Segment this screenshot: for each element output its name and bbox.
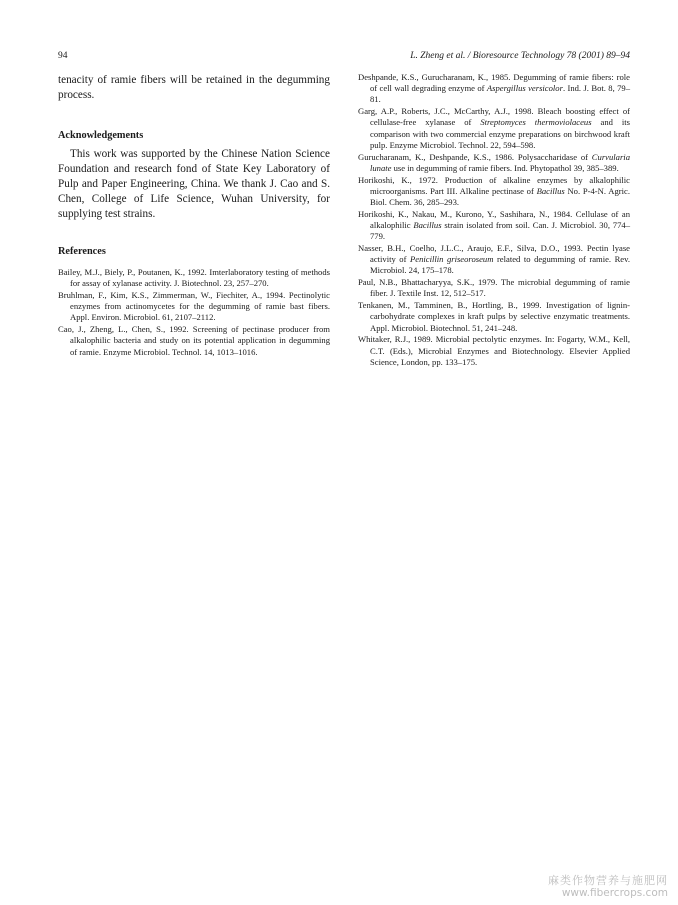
reference-list-left <box>58 267 330 358</box>
page-number: 94 <box>58 51 68 61</box>
reference-list-right <box>358 72 630 368</box>
continuation-paragraph: tenacity of ramie fibers will be retained in the degumming process. <box>58 74 330 101</box>
left-column <box>58 72 330 358</box>
reference-item: Whitaker, R.J., 1989. Microbial pectolytic enzymes. In: Fogarty, W.M., Kell, C.T. (Eds.), Microbial Enzymes and Biotechnology. Elsevier Applied Science, London, pp. 133–175. <box>358 334 630 367</box>
reference-item: Cao, J., Zheng, L., Chen, S., 1992. Screening of pectinase producer from alkalophilic bacteria and study on its potential application in degumming of ramie. Enzyme Microbiol. Technol. 14, 1013–1016. <box>58 324 330 357</box>
right-column <box>358 72 630 369</box>
reference-item: Deshpande, K.S., Gurucharanam, K., 1985. Degumming of ramie fibers: role of cell wall degrading enzyme of Aspergillus versicolor. Ind. J. Bot. 8, 79–81. <box>358 72 631 105</box>
acknowledgements-paragraph: This work was supported by the Chinese Nation Science Foundation and research fond of State Key Laboratory of Pulp and Paper Engineering, China. We thank J. Cao and S. Chen, College of Life Science, Wuhan University, for supplying test strains. <box>58 148 330 220</box>
page-header <box>58 51 630 65</box>
reference-item: Tenkanen, M., Tamminen, B., Hortling, B., 1999. Investigation of lignin-carbohydrate complexes in kraft pulps by selective enzymatic treatments. Appl. Microbiol. Biotechnol. 51, 241–248. <box>358 300 630 333</box>
running-head: L. Zheng et al. / Bioresource Technology 78 (2001) 89–94 <box>410 51 630 61</box>
acknowledgements-heading: Acknowledgements <box>58 130 144 141</box>
reference-item: Horikoshi, K., 1972. Production of alkaline enzymes by alkalophilic microorganisms. Part III. Alkaline pectinase of Bacillus No. P-4-N. Agric. Biol. Chem. 36, 285–293. <box>358 174 630 208</box>
reference-item: Gurucharanam, K., Deshpande, K.S., 1986. Polysaccharidase of Curvularia lunate use in degumming of ramie fibers. Ind. Phytopathol 39, 385–389. <box>358 151 630 173</box>
reference-item: Bruhlman, F., Kim, K.S., Zimmerman, W., Fiechiter, A., 1994. Pectinolytic enzymes from actinomycetes for the degumming of ramie bast fibers. Appl. Environ. Microbiol. 61, 2107–2112. <box>58 290 330 323</box>
reference-item: Nasser, B.H., Coelho, J.L.C., Araujo, E.F., Silva, D.O., 1993. Pectin lyase activity of Penicillin griseoroseum related to degumming of ramie. Rev. Microbiol. 24, 175–178. <box>358 243 631 276</box>
reference-item: Garg, A.P., Roberts, J.C., McCarthy, A.J., 1998. Bleach boosting effect of cellulase-free xylanase of Streptomyces thermoviolaceus and its comparison with two commercial enzyme preparations on birchwood kraft pulp. Enzyme Microbiol. Technol. 22, 594–598. <box>358 106 630 150</box>
references-heading: References <box>58 246 106 257</box>
reference-item: Horikoshi, K., Nakau, M., Kurono, Y., Sashihara, N., 1984. Cellulase of an alkalophilic Bacillus strain isolated from soil. Can. J. Microbiol. 30, 774–779. <box>358 208 630 242</box>
reference-item: Paul, N.B., Bhattacharyya, S.K., 1979. The microbial degumming of ramie fiber. J. Textile Inst. 12, 512–517. <box>358 277 630 299</box>
reference-item: Bailey, M.J., Biely, P., Poutanen, K., 1992. Imterlaboratory testing of methods for assay of xylanase activity. J. Biotechnol. 23, 257–270. <box>58 267 330 289</box>
watermark-chinese: 麻类作物营养与施肥网 <box>548 874 668 887</box>
watermark <box>548 875 668 899</box>
watermark-url: www.fibercrops.com <box>561 887 668 899</box>
